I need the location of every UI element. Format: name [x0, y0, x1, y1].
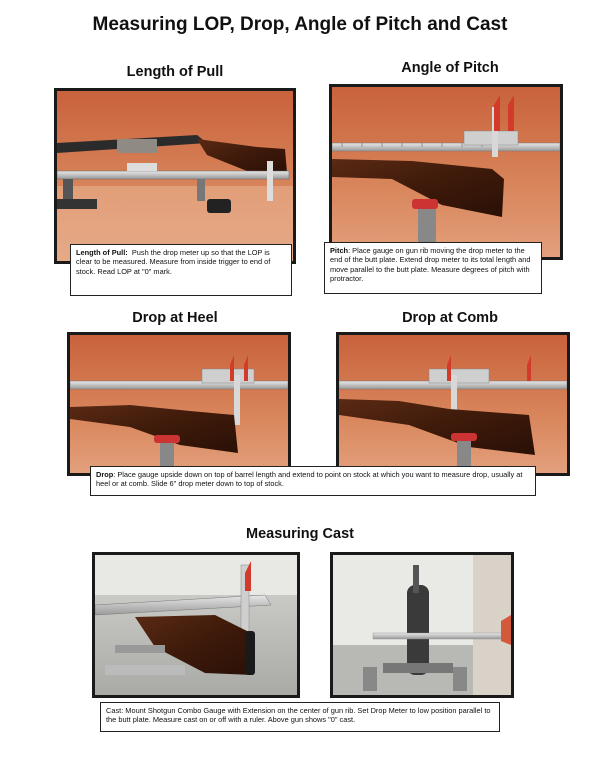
drop-caption-label: Drop	[96, 470, 114, 479]
cast-photo-side	[92, 552, 300, 698]
pitch-caption	[324, 242, 542, 294]
lop-photo	[54, 88, 296, 264]
drop-comb-photo	[336, 332, 570, 476]
page-title: Measuring LOP, Drop, Angle of Pitch and Cast	[92, 14, 508, 35]
lop-caption	[70, 244, 292, 296]
cast-caption: Cast: Mount Shotgun Combo Gauge with Extension on the center of gun rib. Set Drop Meter to low position parallel to the butt plate. Measure cast on or off with a ruler. Above gun shows "0" cast.	[100, 702, 500, 732]
drop-caption-text: : Place gauge upside down on top of barrel length and extend to point on stock at which you want to measure drop, usually at heel or at comb. Slide 6" drop meter down to top of stock.	[96, 470, 523, 489]
lop-heading: Length of Pull	[126, 64, 224, 80]
drop-heel-heading: Drop at Heel	[132, 310, 218, 326]
drop-caption	[90, 466, 536, 496]
lop-caption-text: Push the drop meter up so that the LOP is clear to be measured. Measure from inside trigger to end of stock. Read LOP at "0" mark.	[76, 248, 271, 276]
cast-photo-rear	[330, 552, 514, 698]
drop-heel-photo	[67, 332, 291, 476]
pitch-heading: Angle of Pitch	[401, 60, 499, 76]
pitch-caption-label: Pitch	[330, 246, 349, 255]
pitch-caption-text: : Place gauge on gun rib moving the drop meter to the end of the butt plate. Extend drop meter to its total length and move parallel to the butt plate. Measure degrees of pitch with protractor.	[330, 246, 531, 284]
cast-heading: Measuring Cast	[246, 526, 354, 542]
pitch-photo	[329, 84, 563, 260]
lop-caption-label: Length of Pull:	[76, 248, 128, 257]
drop-comb-heading: Drop at Comb	[402, 310, 498, 326]
